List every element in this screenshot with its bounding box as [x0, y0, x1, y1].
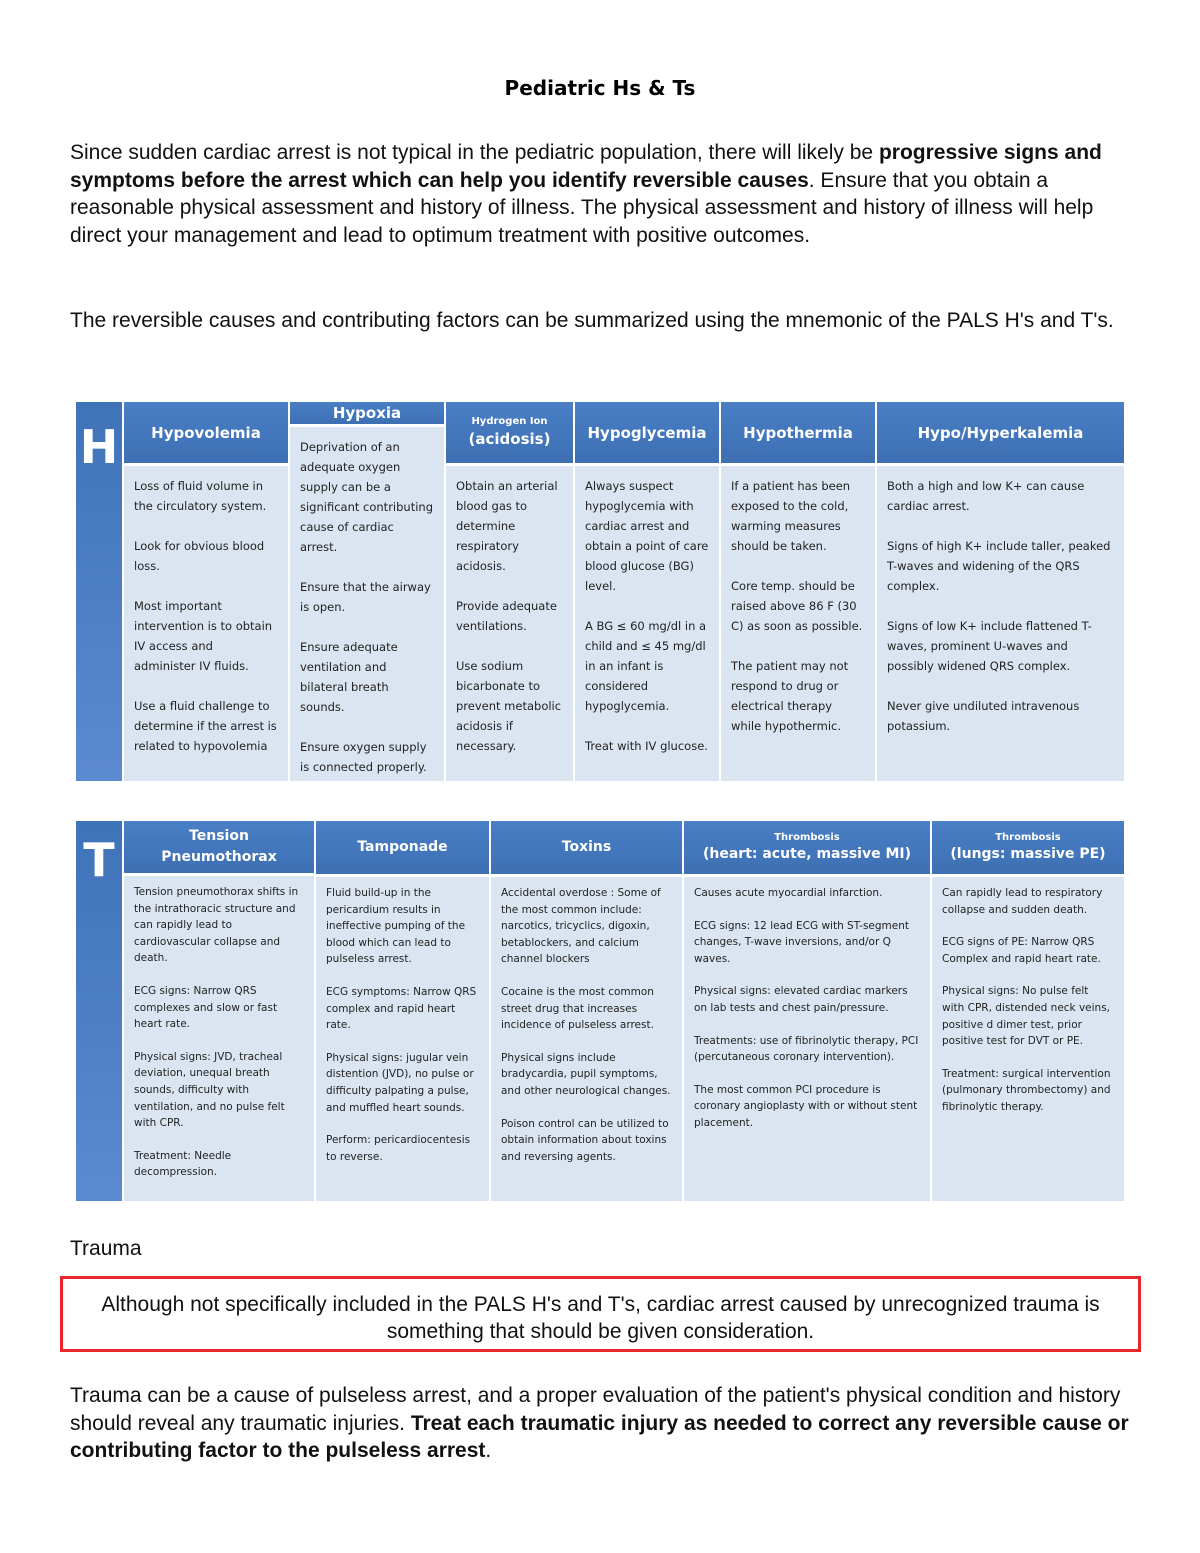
column-body	[932, 877, 1124, 1201]
column-header	[684, 821, 930, 877]
intro-text-2: . Ensure that you obtain a reasonable physical assessment and history of illness. The physical assessment and history of illness will help direct your management and lead to optimum treatment with positive outcomes.	[70, 168, 1094, 247]
cell-text: Treatments: use of fibrinolytic therapy, PCI (percutaneous coronary intervention).	[694, 1034, 919, 1064]
ts-column-thrombosis-heart	[682, 821, 930, 1201]
cell-text: Loss of fluid volume in the circulatory system.	[134, 479, 267, 513]
ts-column-toxins	[489, 821, 682, 1201]
cell-text: Use a fluid challenge to determine if the arrest is related to hypovolemia	[134, 699, 277, 753]
cell-text: Physical signs: JVD, tracheal deviation, unequal breath sounds, difficulty with ventilation, and no pulse felt with CPR.	[134, 1050, 285, 1130]
column-body	[684, 877, 930, 1201]
column-title: (heart: acute, massive MI)	[702, 845, 911, 862]
cell-text: Physical signs: elevated cardiac markers on lab tests and chest pain/pressure.	[694, 985, 908, 1014]
cell-text: Treatment: surgical intervention (pulmonary thrombectomy) and fibrinolytic therapy.	[942, 1067, 1111, 1113]
hs-column-hydrogen-ion	[444, 402, 573, 781]
cell-text: Provide adequate ventilations.	[456, 599, 557, 633]
intro-paragraph	[70, 139, 1140, 249]
column-body	[877, 466, 1124, 781]
hs-column-hypoglycemia	[573, 402, 719, 781]
trauma-paragraph	[70, 1382, 1140, 1465]
cell-text: A BG ≤ 60 mg/dl in a child and ≤ 45 mg/dl in an infant is considered hypoglycemia.	[585, 619, 707, 713]
trauma-callout-box	[60, 1276, 1141, 1352]
cell-text: Use sodium bicarbonate to prevent metabolic acidosis if necessary.	[456, 659, 562, 753]
cell-text: Obtain an arterial blood gas to determine respiratory acidosis.	[456, 479, 558, 573]
column-subtitle: Hydrogen Ion	[471, 416, 548, 427]
cell-text: Signs of low K+ include flattened T-waves, prominent U-waves and possibly widened QRS complex.	[887, 619, 1092, 673]
column-body	[124, 876, 314, 1201]
hs-column-hypovolemia	[122, 402, 288, 781]
ts-column-tamponade	[314, 821, 489, 1201]
cell-text: Ensure oxygen supply is connected properly.	[300, 740, 427, 774]
trauma-heading: Trauma	[70, 1237, 142, 1260]
column-title: Hypoglycemia	[587, 423, 707, 442]
ts-table	[76, 821, 1124, 1201]
cell-text: Both a high and low K+ can cause cardiac arrest.	[887, 479, 1085, 513]
hs-column-hypoxia	[288, 402, 444, 781]
column-title: (acidosis)	[468, 430, 551, 448]
column-title: Tension Pneumothorax	[161, 828, 277, 866]
cell-text: Deprivation of an adequate oxygen supply can be a significant contributing cause of cardiac arrest.	[300, 440, 433, 554]
cell-text: Treat with IV glucose.	[585, 739, 708, 753]
cell-text: Look for obvious blood loss.	[134, 539, 265, 573]
column-header	[124, 821, 314, 876]
trauma-text-2: .	[485, 1439, 492, 1462]
column-body	[124, 466, 288, 781]
cell-text: Treatment: Needle decompression.	[134, 1149, 232, 1179]
column-header	[316, 821, 489, 877]
cell-text: Cocaine is the most common street drug that increases incidence of pulseless arrest.	[501, 985, 654, 1032]
column-subtitle: Thrombosis	[995, 831, 1061, 843]
cell-text: Most important intervention is to obtain IV access and administer IV fluids.	[134, 599, 273, 673]
cell-text: The most common PCI procedure is coronary angioplasty with or without stent placement.	[694, 1083, 918, 1129]
cell-text: Ensure adequate ventilation and bilateral breath sounds.	[300, 640, 398, 714]
column-header	[932, 821, 1124, 877]
cell-text: ECG symptoms: Narrow QRS complex and rapid heart rate.	[326, 985, 477, 1032]
ts-column-thrombosis-lungs	[930, 821, 1124, 1201]
column-title: Hypo/Hyperkalemia	[917, 423, 1084, 442]
column-title: Hypoxia	[332, 404, 402, 422]
column-header	[721, 402, 875, 466]
ts-letter: T	[76, 821, 122, 1201]
cell-text: Physical signs include bradycardia, pupil symptoms, and other neurological changes.	[501, 1051, 671, 1097]
cell-text: Physical signs: No pulse felt with CPR, distended neck veins, positive d dimer test, prior positive test for DVT or PE.	[942, 985, 1111, 1048]
cell-text: Never give undiluted intravenous potassium.	[887, 699, 1080, 733]
column-body	[290, 427, 444, 781]
column-body	[316, 877, 489, 1201]
hs-table	[76, 402, 1124, 781]
column-header	[124, 402, 288, 466]
cell-text: Ensure that the airway is open.	[300, 580, 431, 614]
cell-text: Perform: pericardiocentesis to reverse.	[326, 1134, 471, 1163]
cell-text: ECG signs of PE: Narrow QRS Complex and rapid heart rate.	[942, 936, 1101, 965]
column-header	[446, 402, 573, 466]
column-body	[491, 877, 682, 1201]
trauma-callout-text: Although not specifically included in the PALS H's and T's, cardiac arrest caused by unrecognized trauma is something that should be given consideration.	[101, 1293, 1100, 1343]
cell-text: Always suspect hypoglycemia with cardiac arrest and obtain a point of care blood glucose (BG) level.	[585, 479, 709, 593]
column-title: Toxins	[561, 839, 612, 855]
intro-bold-text: progressive signs and symptoms before the arrest which can help you identify reversible causes	[70, 141, 1102, 192]
cell-text: Accidental overdose : Some of the most common include: narcotics, tricyclics, digoxin, betablockers, and calcium channel blockers	[501, 887, 661, 966]
cell-text: ECG signs: 12 lead ECG with ST-segment changes, T-wave inversions, and/or Q waves.	[694, 919, 910, 965]
hs-columns	[122, 402, 1124, 781]
trauma-bold-text: Treat each traumatic injury as needed to correct any reversible cause or contributing factor to the pulseless arrest	[70, 1411, 1129, 1462]
column-title: (lungs: massive PE)	[950, 845, 1106, 862]
column-body	[575, 466, 719, 781]
cell-text: Core temp. should be raised above 86 F (30 C) as soon as possible.	[731, 579, 863, 633]
intro-text-1: Since sudden cardiac arrest is not typical in the pediatric population, there will likely be	[70, 141, 879, 164]
ts-columns	[122, 821, 1124, 1201]
column-header	[491, 821, 682, 877]
cell-text: Physical signs: jugular vein distention (JVD), no pulse or difficulty palpating a pulse, and muffled heart sounds.	[326, 1051, 474, 1114]
cell-text: Causes acute myocardial infarction.	[694, 887, 883, 899]
column-header	[575, 402, 719, 466]
cell-text: Tension pneumothorax shifts in the intrathoracic structure and can rapidly lead to cardiovascular collapse and death.	[134, 886, 299, 965]
ts-column-tension-pneumothorax	[122, 821, 314, 1201]
cell-text: Can rapidly lead to respiratory collapse and sudden death.	[942, 887, 1103, 916]
cell-text: Signs of high K+ include taller, peaked T-waves and widening of the QRS complex.	[887, 539, 1111, 593]
cell-text: If a patient has been exposed to the cold, warming measures should be taken.	[731, 479, 851, 553]
hs-column-hypothermia	[719, 402, 875, 781]
cell-text: Fluid build-up in the pericardium results in ineffective pumping of the blood which can lead to pulseless arrest.	[326, 887, 466, 966]
column-header	[290, 402, 444, 427]
column-title: Hypothermia	[743, 423, 853, 442]
mnemonic-paragraph: The reversible causes and contributing factors can be summarized using the mnemonic of the PALS H's and T's.	[70, 309, 1114, 332]
column-body	[446, 466, 573, 781]
column-body	[721, 466, 875, 781]
column-subtitle: Thrombosis	[774, 831, 840, 843]
cell-text: Poison control can be utilized to obtain information about toxins and reversing agents.	[501, 1117, 669, 1163]
cell-text: ECG signs: Narrow QRS complexes and slow or fast heart rate.	[134, 985, 278, 1031]
cell-text: The patient may not respond to drug or electrical therapy while hypothermic.	[731, 659, 849, 733]
hs-letter: H	[76, 402, 122, 781]
column-title: Tamponade	[357, 839, 448, 855]
trauma-text-1: Trauma can be a cause of pulseless arrest, and a proper evaluation of the patient's physical condition and history should reveal any traumatic injuries.	[70, 1384, 1121, 1435]
page-title: Pediatric Hs & Ts	[504, 76, 696, 100]
hs-column-kalemia	[875, 402, 1124, 781]
column-header	[877, 402, 1124, 466]
column-title: Hypovolemia	[151, 423, 261, 442]
